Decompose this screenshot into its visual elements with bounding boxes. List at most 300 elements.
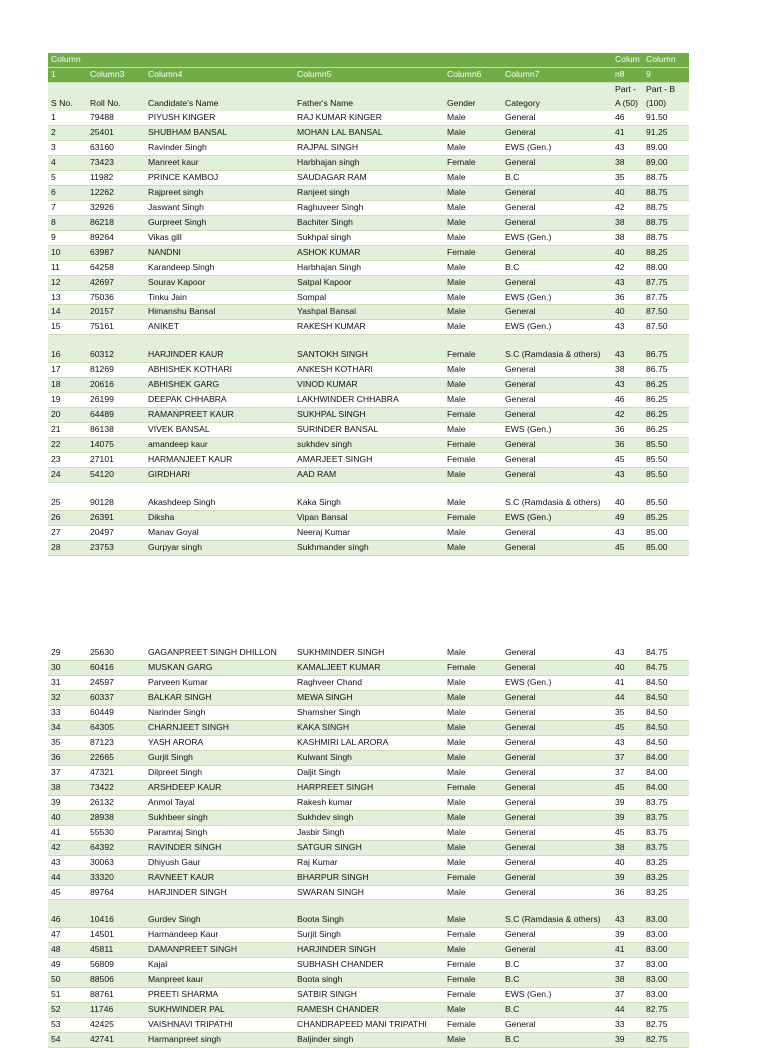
cell-gender: Female — [444, 155, 502, 170]
cell-roll-no: 63987 — [87, 245, 145, 260]
header-cell-candidate-name — [145, 82, 294, 96]
cell-gender: Male — [444, 290, 502, 305]
cell-gender: Male — [444, 215, 502, 230]
cell-candidate-name: Akashdeep Singh — [145, 483, 294, 511]
cell-part-b: 88.75 — [643, 215, 689, 230]
cell-s-no: 5 — [48, 170, 87, 185]
cell-s-no: 46 — [48, 900, 87, 928]
cell-part-b: 83.00 — [643, 958, 689, 973]
cell-father-name: Rakesh kumar — [294, 795, 444, 810]
cell-s-no: 40 — [48, 810, 87, 825]
cell-category: EWS (Gen.) — [502, 290, 612, 305]
table-row — [48, 185, 689, 200]
cell-part-a: 37 — [612, 765, 643, 780]
table-row — [48, 453, 689, 468]
cell-part-a: 43 — [612, 335, 643, 363]
cell-s-no: 35 — [48, 735, 87, 750]
header-cell-part-b: Column — [643, 53, 689, 67]
cell-father-name: Neeraj Kumar — [294, 526, 444, 541]
cell-category: General — [502, 305, 612, 320]
cell-candidate-name: Harmandeep Kaur — [145, 928, 294, 943]
cell-part-a: 43 — [612, 275, 643, 290]
table-row — [48, 170, 689, 185]
cell-part-b: 82.75 — [643, 1003, 689, 1018]
cell-father-name: VINOD KUMAR — [294, 378, 444, 393]
cell-part-a: 40 — [612, 660, 643, 675]
cell-part-b: 86.75 — [643, 363, 689, 378]
cell-part-a: 38 — [612, 363, 643, 378]
table-row — [48, 855, 689, 870]
cell-part-b: 87.50 — [643, 305, 689, 320]
cell-part-a: 49 — [612, 511, 643, 526]
cell-father-name: KASHMIRI LAL ARORA — [294, 735, 444, 750]
cell-part-b: 84.75 — [643, 646, 689, 660]
header-cell-roll-no: Roll No. — [87, 97, 145, 111]
header-cell-gender — [444, 53, 502, 67]
table-row — [48, 483, 689, 511]
cell-category: General — [502, 468, 612, 483]
cell-category: General — [502, 363, 612, 378]
header-cell-s-no — [48, 82, 87, 96]
cell-candidate-name: Paramraj Singh — [145, 825, 294, 840]
cell-father-name: AMARJEET SINGH — [294, 453, 444, 468]
cell-gender: Male — [444, 720, 502, 735]
cell-father-name: RAKESH KUMAR — [294, 320, 444, 335]
cell-candidate-name: Gurjit Singh — [145, 750, 294, 765]
cell-part-a: 37 — [612, 988, 643, 1003]
header-cell-gender — [444, 82, 502, 96]
cell-father-name: SUKHMINDER SINGH — [294, 646, 444, 660]
table-row — [48, 200, 689, 215]
cell-s-no: 6 — [48, 185, 87, 200]
cell-father-name: Sukhpal singh — [294, 230, 444, 245]
table-row — [48, 260, 689, 275]
cell-father-name: SANTOKH SINGH — [294, 335, 444, 363]
cell-roll-no: 11746 — [87, 1003, 145, 1018]
cell-father-name: Shamsher Singh — [294, 705, 444, 720]
cell-part-a: 46 — [612, 393, 643, 408]
cell-s-no: 54 — [48, 1033, 87, 1048]
cell-part-a: 43 — [612, 900, 643, 928]
cell-part-b: 84.50 — [643, 720, 689, 735]
cell-category: General — [502, 393, 612, 408]
header-cell-s-no: Column — [48, 53, 87, 67]
cell-part-a: 38 — [612, 215, 643, 230]
header-cell-s-no: 1 — [48, 67, 87, 82]
cell-part-b: 83.75 — [643, 810, 689, 825]
cell-candidate-name: VIVEK BANSAL — [145, 423, 294, 438]
cell-roll-no: 20157 — [87, 305, 145, 320]
cell-gender: Male — [444, 378, 502, 393]
header-cell-category — [502, 53, 612, 67]
cell-gender: Male — [444, 750, 502, 765]
cell-category: General — [502, 541, 612, 556]
table-row — [48, 320, 689, 335]
cell-s-no: 25 — [48, 483, 87, 511]
cell-part-b: 82.75 — [643, 1033, 689, 1048]
cell-part-b: 88.75 — [643, 200, 689, 215]
cell-father-name: KAKA SINGH — [294, 720, 444, 735]
cell-candidate-name: RAVNEET KAUR — [145, 870, 294, 885]
cell-father-name: Raj Kumar — [294, 855, 444, 870]
cell-part-b: 83.25 — [643, 855, 689, 870]
header-cell-father-name — [294, 82, 444, 96]
cell-candidate-name: Sukhbeer singh — [145, 810, 294, 825]
cell-roll-no: 60416 — [87, 660, 145, 675]
cell-roll-no: 60337 — [87, 690, 145, 705]
table-row — [48, 825, 689, 840]
cell-roll-no: 86218 — [87, 215, 145, 230]
cell-roll-no: 55530 — [87, 825, 145, 840]
cell-s-no: 37 — [48, 765, 87, 780]
cell-father-name: Raghveer Chand — [294, 675, 444, 690]
cell-category: General — [502, 1018, 612, 1033]
cell-part-a: 43 — [612, 140, 643, 155]
header-cell-gender: Gender — [444, 97, 502, 111]
cell-candidate-name: SUKHWINDER PAL — [145, 1003, 294, 1018]
cell-category: General — [502, 765, 612, 780]
cell-candidate-name: ANIKET — [145, 320, 294, 335]
cell-s-no: 32 — [48, 690, 87, 705]
cell-father-name: HARPREET SINGH — [294, 780, 444, 795]
cell-father-name: Daljit Singh — [294, 765, 444, 780]
cell-s-no: 34 — [48, 720, 87, 735]
cell-part-a: 37 — [612, 750, 643, 765]
cell-father-name: KAMALJEET KUMAR — [294, 660, 444, 675]
table-row — [48, 393, 689, 408]
cell-father-name: SAUDAGAR RAM — [294, 170, 444, 185]
table-row — [48, 900, 689, 928]
cell-part-a: 38 — [612, 155, 643, 170]
cell-s-no: 48 — [48, 943, 87, 958]
cell-s-no: 47 — [48, 928, 87, 943]
cell-category: General — [502, 855, 612, 870]
table-row — [48, 305, 689, 320]
cell-part-b: 89.00 — [643, 140, 689, 155]
header-cell-candidate-name — [145, 53, 294, 67]
cell-candidate-name: Dhiyush Gaur — [145, 855, 294, 870]
cell-roll-no: 26199 — [87, 393, 145, 408]
cell-s-no: 38 — [48, 780, 87, 795]
table-row — [48, 750, 689, 765]
cell-part-a: 42 — [612, 260, 643, 275]
cell-candidate-name: Himanshu Bansal — [145, 305, 294, 320]
cell-gender: Female — [444, 511, 502, 526]
cell-father-name: Satpal Kapoor — [294, 275, 444, 290]
cell-candidate-name: amandeep kaur — [145, 438, 294, 453]
cell-part-a: 41 — [612, 125, 643, 140]
cell-roll-no: 64392 — [87, 840, 145, 855]
cell-roll-no: 60449 — [87, 705, 145, 720]
table-row — [48, 541, 689, 556]
cell-s-no: 21 — [48, 423, 87, 438]
cell-s-no: 36 — [48, 750, 87, 765]
cell-gender: Male — [444, 885, 502, 900]
header-cell-part-a: Part - — [612, 82, 643, 96]
cell-part-a: 36 — [612, 438, 643, 453]
cell-part-a: 39 — [612, 810, 643, 825]
cell-gender: Male — [444, 111, 502, 125]
cell-roll-no: 79488 — [87, 111, 145, 125]
cell-s-no: 49 — [48, 958, 87, 973]
cell-gender: Male — [444, 170, 502, 185]
table-row — [48, 705, 689, 720]
header-cell-part-b: (100) — [643, 97, 689, 111]
cell-roll-no: 75036 — [87, 290, 145, 305]
cell-part-a: 40 — [612, 305, 643, 320]
cell-part-a: 36 — [612, 290, 643, 305]
cell-category: General — [502, 810, 612, 825]
cell-part-b: 84.50 — [643, 690, 689, 705]
cell-candidate-name: HARJINDER KAUR — [145, 335, 294, 363]
cell-part-a: 35 — [612, 170, 643, 185]
table-row — [48, 690, 689, 705]
cell-roll-no: 28938 — [87, 810, 145, 825]
cell-s-no: 53 — [48, 1018, 87, 1033]
cell-candidate-name: PRINCE KAMBOJ — [145, 170, 294, 185]
cell-s-no: 23 — [48, 453, 87, 468]
cell-part-a: 45 — [612, 720, 643, 735]
table-row — [48, 408, 689, 423]
cell-part-b: 83.00 — [643, 900, 689, 928]
cell-candidate-name: HARJINDER SINGH — [145, 885, 294, 900]
cell-father-name: HARJINDER SINGH — [294, 943, 444, 958]
cell-s-no: 14 — [48, 305, 87, 320]
cell-category: General — [502, 245, 612, 260]
cell-roll-no: 23753 — [87, 541, 145, 556]
cell-category: General — [502, 705, 612, 720]
cell-candidate-name: MUSKAN GARG — [145, 660, 294, 675]
cell-s-no: 19 — [48, 393, 87, 408]
header-cell-father-name — [294, 53, 444, 67]
cell-father-name: AAD RAM — [294, 468, 444, 483]
cell-category: General — [502, 928, 612, 943]
cell-candidate-name: Dilpreet Singh — [145, 765, 294, 780]
cell-category: General — [502, 735, 612, 750]
cell-part-a: 39 — [612, 928, 643, 943]
cell-part-b: 85.50 — [643, 438, 689, 453]
cell-gender: Male — [444, 675, 502, 690]
merit-list-table-page2 — [48, 646, 689, 1048]
cell-category: General — [502, 111, 612, 125]
cell-category: EWS (Gen.) — [502, 320, 612, 335]
table-row — [48, 885, 689, 900]
cell-s-no: 39 — [48, 795, 87, 810]
cell-gender: Female — [444, 408, 502, 423]
cell-candidate-name: NANDNI — [145, 245, 294, 260]
cell-roll-no: 89264 — [87, 230, 145, 245]
cell-candidate-name: Rajpreet singh — [145, 185, 294, 200]
cell-roll-no: 73423 — [87, 155, 145, 170]
cell-roll-no: 25401 — [87, 125, 145, 140]
cell-father-name: SUKHPAL SINGH — [294, 408, 444, 423]
cell-roll-no: 14501 — [87, 928, 145, 943]
cell-category: S.C (Ramdasia & others) — [502, 483, 612, 511]
cell-part-b: 83.00 — [643, 928, 689, 943]
cell-part-a: 43 — [612, 378, 643, 393]
table-row — [48, 423, 689, 438]
cell-candidate-name: Karandeep Singh — [145, 260, 294, 275]
cell-candidate-name: DAMANPREET SINGH — [145, 943, 294, 958]
cell-s-no: 31 — [48, 675, 87, 690]
cell-candidate-name: Jaswant Singh — [145, 200, 294, 215]
cell-s-no: 11 — [48, 260, 87, 275]
cell-part-b: 84.50 — [643, 675, 689, 690]
cell-s-no: 33 — [48, 705, 87, 720]
cell-s-no: 3 — [48, 140, 87, 155]
header-cell-roll-no: Column3 — [87, 67, 145, 82]
table-row — [48, 230, 689, 245]
cell-candidate-name: VAISHNAVI TRIPATHI — [145, 1018, 294, 1033]
cell-roll-no: 75161 — [87, 320, 145, 335]
cell-candidate-name: Parveen Kumar — [145, 675, 294, 690]
cell-father-name: Baljinder singh — [294, 1033, 444, 1048]
cell-category: General — [502, 885, 612, 900]
cell-gender: Female — [444, 245, 502, 260]
cell-candidate-name: ARSHDEEP KAUR — [145, 780, 294, 795]
cell-category: General — [502, 720, 612, 735]
cell-roll-no: 11982 — [87, 170, 145, 185]
table-row — [48, 1018, 689, 1033]
cell-s-no: 7 — [48, 200, 87, 215]
cell-roll-no: 64258 — [87, 260, 145, 275]
cell-father-name: Surjit Singh — [294, 928, 444, 943]
cell-candidate-name: Kajal — [145, 958, 294, 973]
cell-category: B.C — [502, 260, 612, 275]
cell-gender: Male — [444, 468, 502, 483]
cell-candidate-name: Narinder Singh — [145, 705, 294, 720]
cell-part-b: 83.00 — [643, 943, 689, 958]
table-row — [48, 660, 689, 675]
cell-roll-no: 47321 — [87, 765, 145, 780]
cell-category: General — [502, 185, 612, 200]
cell-roll-no: 73422 — [87, 780, 145, 795]
cell-s-no: 22 — [48, 438, 87, 453]
cell-gender: Male — [444, 825, 502, 840]
cell-roll-no: 88506 — [87, 973, 145, 988]
cell-part-b: 87.75 — [643, 290, 689, 305]
cell-roll-no: 87123 — [87, 735, 145, 750]
cell-gender: Female — [444, 988, 502, 1003]
cell-gender: Male — [444, 795, 502, 810]
cell-gender: Male — [444, 735, 502, 750]
table-row — [48, 275, 689, 290]
cell-candidate-name: PREETI SHARMA — [145, 988, 294, 1003]
table-row — [48, 363, 689, 378]
header-cell-category — [502, 82, 612, 96]
cell-part-b: 88.75 — [643, 230, 689, 245]
table-row — [48, 958, 689, 973]
cell-gender: Male — [444, 140, 502, 155]
cell-gender: Male — [444, 943, 502, 958]
cell-roll-no: 30063 — [87, 855, 145, 870]
cell-roll-no: 81269 — [87, 363, 145, 378]
cell-father-name: Vipan Bansal — [294, 511, 444, 526]
cell-roll-no: 26391 — [87, 511, 145, 526]
cell-part-b: 84.75 — [643, 660, 689, 675]
cell-category: General — [502, 155, 612, 170]
cell-candidate-name: Gurpreet Singh — [145, 215, 294, 230]
cell-part-a: 45 — [612, 453, 643, 468]
cell-part-a: 44 — [612, 690, 643, 705]
cell-gender: Male — [444, 320, 502, 335]
cell-father-name: Sompal — [294, 290, 444, 305]
cell-part-a: 43 — [612, 735, 643, 750]
header-cell-category: Column7 — [502, 67, 612, 82]
table-row — [48, 765, 689, 780]
cell-gender: Female — [444, 1018, 502, 1033]
cell-s-no: 42 — [48, 840, 87, 855]
header-cell-roll-no — [87, 82, 145, 96]
cell-category: General — [502, 215, 612, 230]
cell-father-name: LAKHWINDER CHHABRA — [294, 393, 444, 408]
cell-part-b: 86.25 — [643, 393, 689, 408]
cell-gender: Male — [444, 393, 502, 408]
cell-part-b: 85.50 — [643, 483, 689, 511]
cell-roll-no: 90128 — [87, 483, 145, 511]
header-cell-part-b: 9 — [643, 67, 689, 82]
cell-category: General — [502, 200, 612, 215]
cell-roll-no: 64305 — [87, 720, 145, 735]
cell-roll-no: 54120 — [87, 468, 145, 483]
cell-s-no: 45 — [48, 885, 87, 900]
table-row — [48, 468, 689, 483]
cell-father-name: Boota singh — [294, 973, 444, 988]
cell-father-name: Yashpal Bansal — [294, 305, 444, 320]
cell-category: General — [502, 526, 612, 541]
cell-candidate-name: HARMANJEET KAUR — [145, 453, 294, 468]
cell-candidate-name: SHUBHAM BANSAL — [145, 125, 294, 140]
cell-roll-no: 12262 — [87, 185, 145, 200]
cell-part-b: 84.00 — [643, 780, 689, 795]
table-row — [48, 795, 689, 810]
cell-part-b: 83.25 — [643, 885, 689, 900]
cell-part-a: 45 — [612, 825, 643, 840]
table-row — [48, 140, 689, 155]
cell-roll-no: 89764 — [87, 885, 145, 900]
cell-s-no: 50 — [48, 973, 87, 988]
cell-roll-no: 63160 — [87, 140, 145, 155]
cell-father-name: Ranjeet singh — [294, 185, 444, 200]
cell-father-name: SURINDER BANSAL — [294, 423, 444, 438]
header-cell-s-no: S No. — [48, 97, 87, 111]
cell-part-b: 91.25 — [643, 125, 689, 140]
cell-part-a: 35 — [612, 705, 643, 720]
cell-gender: Female — [444, 870, 502, 885]
cell-part-a: 40 — [612, 483, 643, 511]
cell-gender: Male — [444, 305, 502, 320]
table-row — [48, 438, 689, 453]
cell-roll-no: 10416 — [87, 900, 145, 928]
table-row — [48, 511, 689, 526]
cell-gender: Male — [444, 840, 502, 855]
table-row — [48, 810, 689, 825]
cell-part-b: 84.00 — [643, 750, 689, 765]
cell-category: EWS (Gen.) — [502, 140, 612, 155]
table-row — [48, 155, 689, 170]
cell-gender: Male — [444, 900, 502, 928]
header-cell-part-a: A (50) — [612, 97, 643, 111]
cell-category: EWS (Gen.) — [502, 511, 612, 526]
cell-father-name: Kulwant Singh — [294, 750, 444, 765]
cell-father-name: BHARPUR SINGH — [294, 870, 444, 885]
cell-father-name: CHANDRAPEED MANI TRIPATHI — [294, 1018, 444, 1033]
cell-gender: Male — [444, 185, 502, 200]
cell-s-no: 44 — [48, 870, 87, 885]
cell-gender: Female — [444, 335, 502, 363]
cell-part-b: 85.00 — [643, 526, 689, 541]
cell-part-b: 83.75 — [643, 840, 689, 855]
